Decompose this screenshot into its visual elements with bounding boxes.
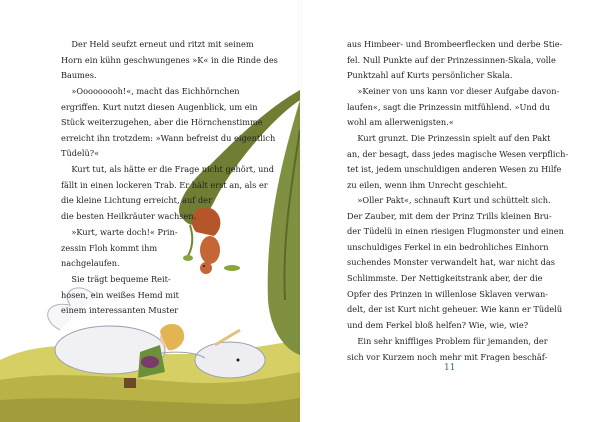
paragraph: »Ooooooooh!«, macht das Eichhörnchen ergriffen. Kurt nutzt diesen Augenblick, um ein Stück weiterzugehen, aber die Hörnchenstimme erreicht ihn trotzdem: »Wann befreist du eigentlich Tüdelü?« bbox=[61, 86, 276, 159]
paragraph: »Keiner von uns kann vor dieser Aufgabe davon- laufen«, sagt die Prinzessin mitfühlend. »Und du wohl am allerwenigsten.« bbox=[347, 86, 560, 128]
paragraph: »Kurt, warte doch!« Prin- zessin Floh kommt ihm nachgelaufen. bbox=[61, 227, 178, 269]
paragraph: Sie trägt bequeme Reit- hosen, ein weißes Hemd mit einem interessanten Muster bbox=[61, 274, 179, 316]
paragraph: Kurt grunzt. Die Prinzessin spielt auf den Pakt an, der besagt, dass jedes magische Wesen verpflich- tet ist, jedem unschuldigen anderen Wesen zu Hilfe zu eilen, wenn ihm Unrecht geschieht. bbox=[347, 133, 569, 190]
paragraph: »Oller Pakt«, schnauft Kurt und schüttelt sich. Der Zauber, mit dem der Prinz Trills kleinen Bru- der Tüdelü in einen riesigen Flugmonster und einen unschuldiges Ferkel in ein bedrohliches Einhorn suchendes Monster verwandelt hat, war nicht das Schlimmste. Der Nettigkeitstrank aber, der die Opfer des Prinzen in willenlose Sklaven verwan- delt, der ist Kurt nicht geheuer. Wie kann er Tüdelü und dem Ferkel bloß helfen? Wie, wie, wie? bbox=[347, 195, 564, 330]
paragraph: Kurt tut, als hätte er die Frage nicht gehört, und fällt in einen lockeren Trab. Er hält erst an, als er die kleine Lichtung erreicht, auf der die besten Heilkräuter wachsen. bbox=[61, 164, 274, 221]
paragraph: Ein sehr kniffliges Problem für jemanden, der sich vor Kurzem noch mehr mit Fragen beschäf- bbox=[347, 336, 548, 362]
page-number: 11 bbox=[444, 363, 456, 373]
paragraph: aus Himbeer- und Brombeerflecken und derbe Stie- fel. Null Punkte auf der Prinzessinnen-Skala, volle Punktzahl auf Kurts persönlicher Skala. bbox=[347, 39, 563, 81]
right-page bbox=[300, 0, 600, 422]
paragraph: Der Held seufzt erneut und ritzt mit seinem Horn ein kühn geschwungenes »K« in die Rinde des Baumes. bbox=[61, 39, 278, 81]
